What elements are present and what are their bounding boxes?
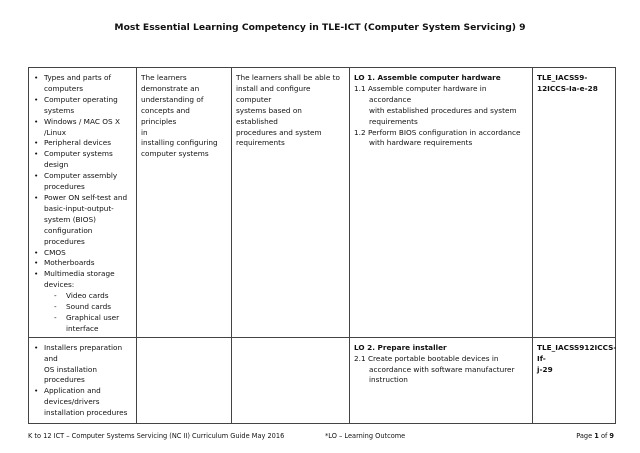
content-sub-line: - Graphical user [66, 312, 120, 322]
competency-number: 2.1 [354, 353, 366, 363]
content-list-item [33, 117, 132, 139]
content-list-item [33, 149, 132, 171]
performance-standard-line: install and configure computer [236, 83, 311, 104]
content-line: configuration procedures [44, 225, 93, 246]
learning-outcome-title: LO 2. Prepare installer [354, 342, 447, 352]
content-sub-line: - Video cards [66, 291, 109, 301]
content-line: • Motherboards [44, 258, 95, 268]
content-line: procedures [44, 375, 85, 385]
content-list-item [33, 95, 132, 117]
content-line: • Power ON self-test and [44, 192, 128, 202]
competency-number: 1.2 [354, 127, 366, 137]
content-line: procedures [44, 182, 85, 192]
content-line: devices/drivers [44, 397, 100, 407]
competency-item [354, 354, 528, 387]
content-standard-line: in [141, 127, 148, 137]
footer-page-number: Page 1 of 9 [576, 432, 614, 440]
content-line: • Types and parts of [44, 73, 112, 82]
content-list-item [33, 248, 132, 259]
content-sub-item [44, 291, 132, 302]
content-list-item [33, 193, 132, 248]
competency-line: with established procedures and system [369, 105, 517, 115]
content-line: • Computer assembly [44, 171, 118, 181]
competency-code-line: j-29 [537, 364, 553, 374]
content-line: computers [44, 83, 83, 93]
content-standard-line: demonstrate an [141, 83, 200, 93]
competency-item [354, 128, 528, 150]
performance-standard-line: systems based on established [236, 105, 302, 126]
content-line: and [44, 353, 58, 363]
code-cell [533, 68, 616, 338]
learning-outcome-title: LO 1. Assemble computer hardware [354, 73, 501, 82]
content-line: • Multimedia storage [44, 269, 115, 279]
content-line: system (BIOS) [44, 214, 96, 224]
content-line: • CMOS [44, 247, 66, 257]
competency-code-line: 12ICCS-Ia-e-28 [537, 83, 598, 93]
content-list-item [33, 171, 132, 193]
content-sub-item [44, 302, 132, 313]
competency-line: requirements [369, 116, 418, 126]
competency-number: 1.1 [354, 83, 366, 93]
content-line: basic-input-output- [44, 203, 114, 213]
code-cell [533, 337, 616, 423]
competency-code-line: TLE_IACSS912ICCS-If- [537, 342, 617, 363]
performance-standard-cell [232, 337, 350, 423]
content-line: • Computer operating [44, 94, 118, 104]
competency-code-line: TLE_IACSS9- [537, 73, 588, 82]
content-sub-line: interface [66, 323, 99, 333]
footer-lo-note: *LO – Learning Outcome [325, 432, 406, 440]
content-line: /Linux [44, 127, 67, 137]
content-standard-line: computer systems [141, 149, 209, 159]
competency-cell [350, 337, 533, 423]
page-title: Most Essential Learning Competency in TLE-ICT (Computer System Servicing) 9 [114, 22, 526, 33]
performance-standard-cell [232, 68, 350, 338]
competency-line: Assemble computer hardware in accordance [367, 83, 487, 104]
content-list-item [33, 138, 132, 149]
competency-item [354, 84, 528, 128]
content-list-item [33, 386, 132, 419]
performance-standard-line: The learners shall be able to [236, 73, 340, 82]
content-list-item [33, 73, 132, 95]
content-sub-item [44, 313, 132, 335]
content-cell [29, 68, 137, 338]
content-sub-list [44, 291, 132, 335]
content-line: OS installation [44, 364, 97, 374]
competency-cell [350, 68, 533, 338]
content-line: • Application and [44, 386, 101, 396]
content-standard-cell [137, 337, 232, 423]
competency-line: accordance with software manufacturer [369, 364, 515, 374]
competency-line: instruction [369, 375, 408, 385]
performance-standard-line: procedures and system [236, 127, 322, 137]
content-standard-line: concepts and principles [141, 105, 190, 126]
content-sub-line: - Sound cards [66, 302, 112, 312]
content-standard-cell [137, 68, 232, 338]
content-line: installation procedures [44, 408, 128, 418]
footer-guide-title: K to 12 ICT – Computer Systems Servicing (NC II) Curriculum Guide May 2016 [28, 432, 285, 440]
competency-line: Create portable bootable devices in [367, 353, 499, 363]
content-line: systems [44, 105, 75, 115]
content-list-item [33, 269, 132, 291]
content-line: • Installers preparation [44, 342, 123, 352]
content-line: devices: [44, 280, 75, 290]
curriculum-table [28, 67, 616, 424]
content-line: • Peripheral devices [44, 138, 111, 148]
content-list-item [33, 343, 132, 387]
content-line: • Windows / MAC OS X [44, 116, 120, 126]
content-list-item [33, 258, 132, 269]
table-row [29, 337, 616, 423]
table-row [29, 68, 616, 338]
content-standard-line: installing configuring [141, 138, 218, 148]
content-standard-line: understanding of [141, 94, 204, 104]
content-cell [29, 337, 137, 423]
content-standard-line: The learners [141, 73, 187, 82]
competency-line: with hardware requirements [369, 138, 473, 148]
competency-line: Perform BIOS configuration in accordance [367, 127, 521, 137]
content-line: • Computer systems design [44, 149, 113, 170]
performance-standard-line: requirements [236, 138, 285, 148]
